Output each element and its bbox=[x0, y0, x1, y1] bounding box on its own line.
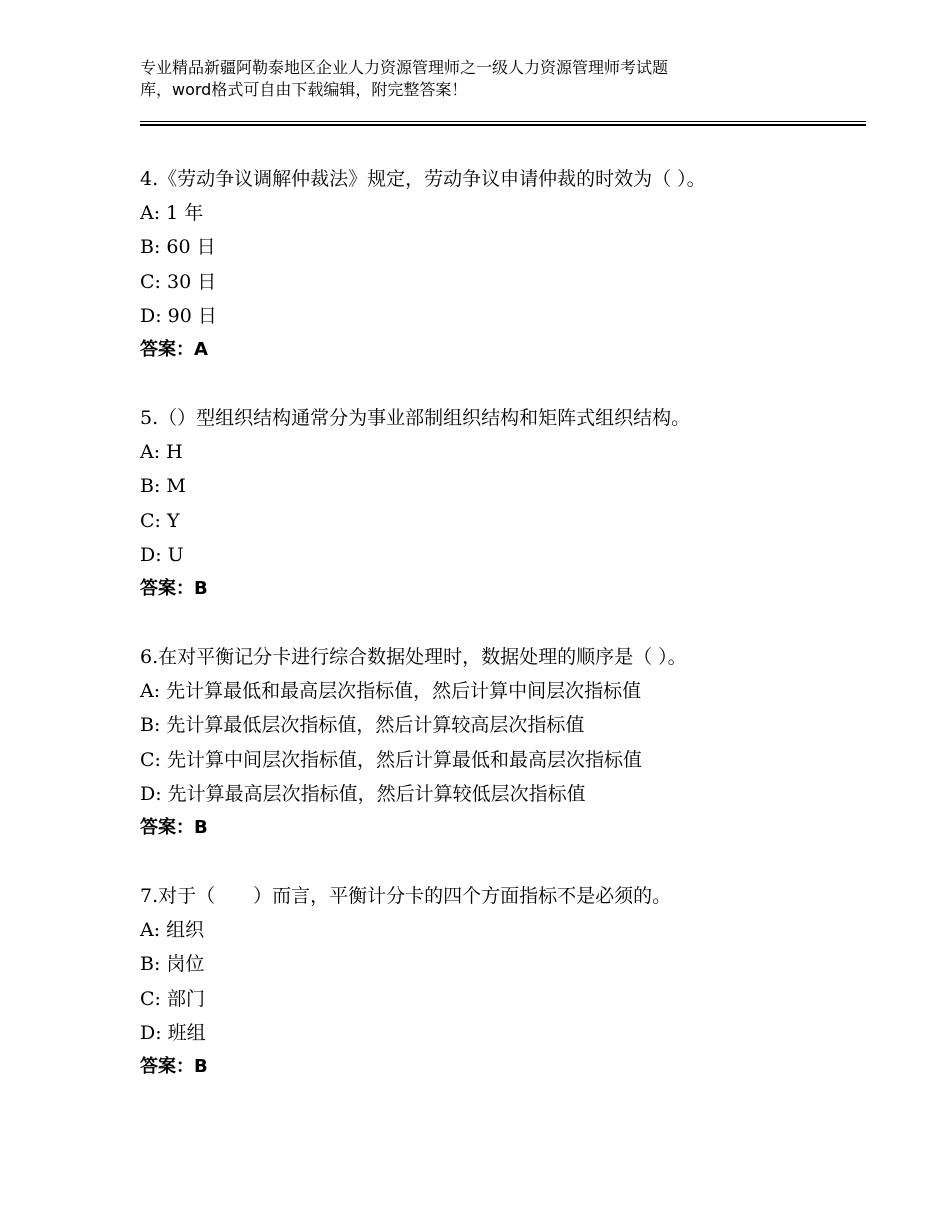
answer-label: 答案：A bbox=[140, 338, 208, 360]
option-d: D: U bbox=[140, 543, 184, 566]
question-stem: 7.对于（ ）而言，平衡计分卡的四个方面指标不是必须的。 bbox=[140, 885, 672, 907]
question-list bbox=[140, 162, 860, 1118]
option-b: B: 先计算最低层次指标值，然后计算较高层次指标值 bbox=[140, 714, 585, 737]
option-a: A: 组织 bbox=[140, 919, 205, 942]
question-7 bbox=[140, 879, 860, 1118]
option-a: A: 1 年 bbox=[140, 202, 204, 225]
option-c: C: Y bbox=[140, 509, 180, 532]
question-5 bbox=[140, 401, 860, 640]
option-c: C: 部门 bbox=[140, 987, 205, 1010]
option-d: D: 先计算最高层次指标值，然后计算较低层次指标值 bbox=[140, 782, 586, 805]
option-a: A: 先计算最低和最高层次指标值，然后计算中间层次指标值 bbox=[140, 680, 642, 703]
option-d: D: 90 日 bbox=[140, 304, 217, 327]
question-stem: 6.在对平衡记分卡进行综合数据处理时，数据处理的顺序是（ ）。 bbox=[140, 646, 687, 668]
answer-label: 答案：B bbox=[140, 1055, 208, 1077]
answer-label: 答案：B bbox=[140, 816, 208, 838]
option-c: C: 30 日 bbox=[140, 270, 217, 293]
header-line-2: 库，word格式可自由下载编辑，附完整答案！ bbox=[140, 80, 468, 99]
option-a: A: H bbox=[140, 441, 183, 464]
option-b: B: 60 日 bbox=[140, 236, 216, 259]
question-4 bbox=[140, 162, 860, 401]
document-header bbox=[140, 57, 780, 101]
option-b: B: M bbox=[140, 475, 186, 498]
option-b: B: 岗位 bbox=[140, 953, 205, 976]
header-divider bbox=[140, 121, 866, 126]
answer-label: 答案：B bbox=[140, 577, 208, 599]
question-stem: 4.《劳动争议调解仲裁法》规定，劳动争议申请仲裁的时效为（ ）。 bbox=[140, 168, 706, 190]
option-d: D: 班组 bbox=[140, 1021, 206, 1044]
question-6 bbox=[140, 640, 860, 879]
option-c: C: 先计算中间层次指标值，然后计算最低和最高层次指标值 bbox=[140, 748, 642, 771]
question-stem: 5.（）型组织结构通常分为事业部制组织结构和矩阵式组织结构。 bbox=[140, 407, 691, 429]
header-line-1: 专业精品新疆阿勒泰地区企业人力资源管理师之一级人力资源管理师考试题 bbox=[140, 58, 669, 77]
